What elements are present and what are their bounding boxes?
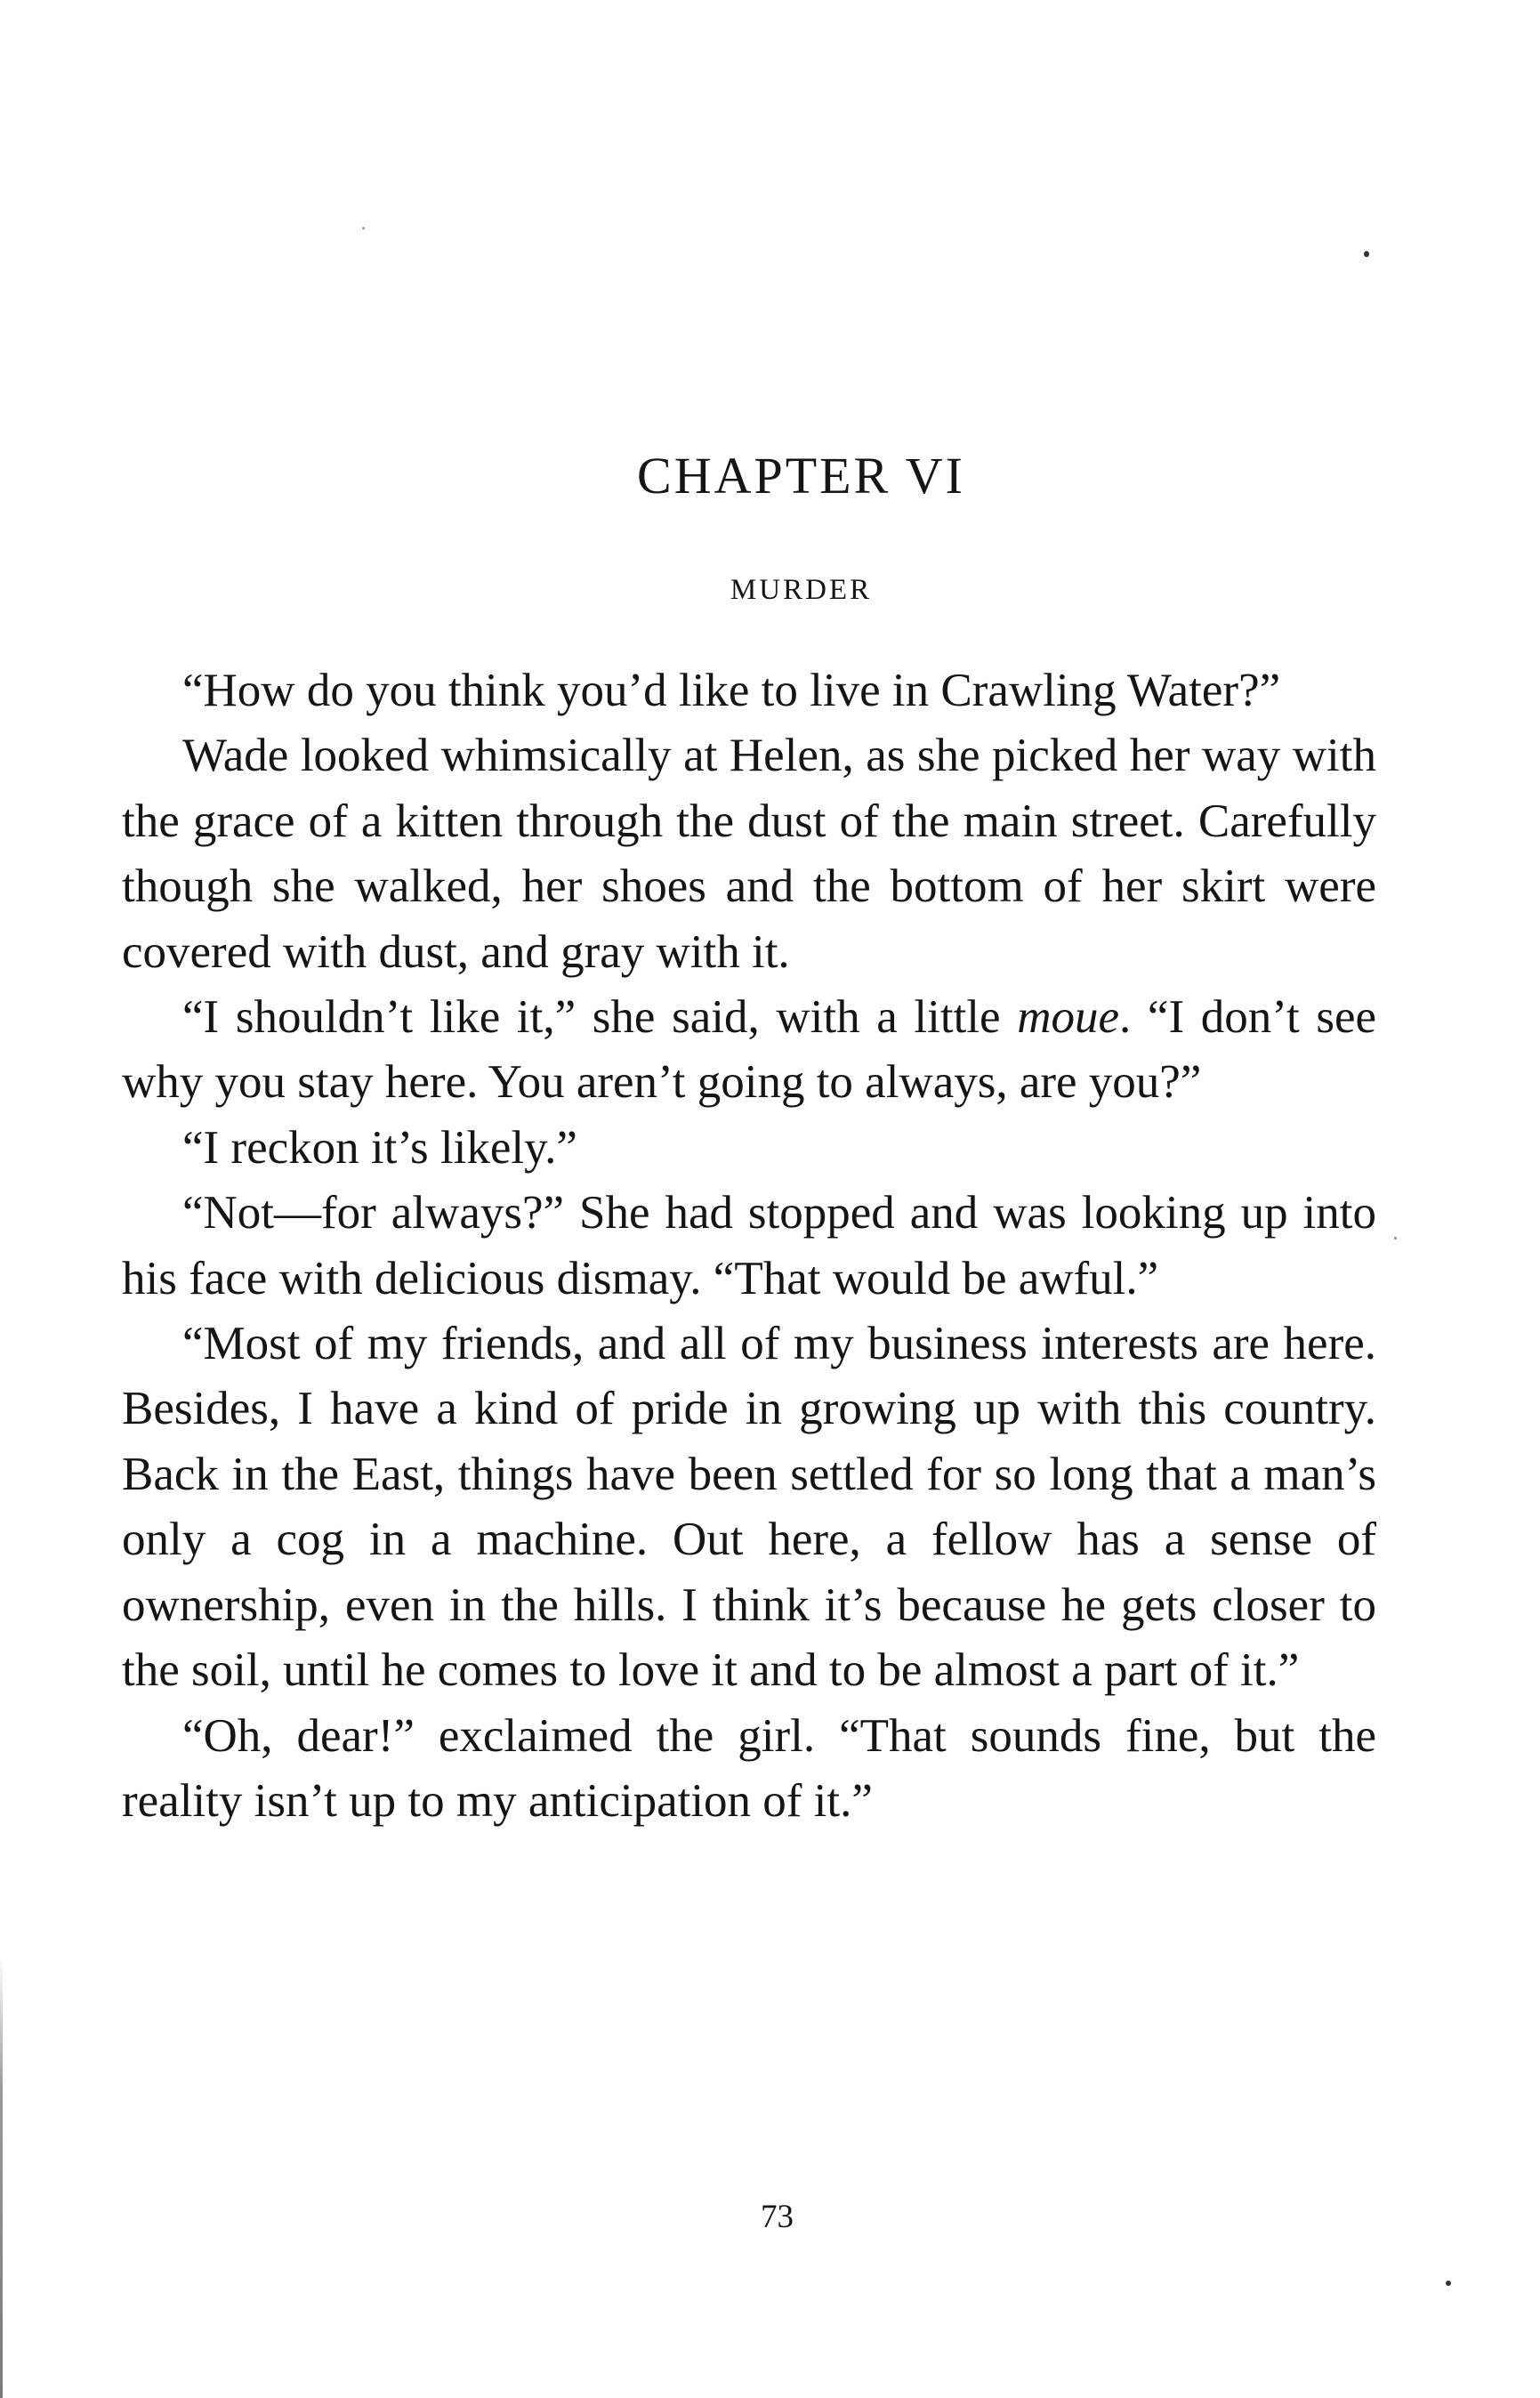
paragraph: “Oh, dear!” exclaimed the girl. “That sounds fine, but the reality isn’t up to my anticipation of it.” bbox=[122, 1709, 1376, 1827]
scan-speck bbox=[1364, 251, 1369, 257]
body-text bbox=[122, 658, 1376, 1834]
scan-speck bbox=[362, 227, 365, 230]
paragraph: “I shouldn’t like it,” she said, with a little moue. “I don’t see why you stay here. You aren’t going to always, are you?” bbox=[122, 991, 1377, 1109]
paragraph: “I reckon it’s likely.” bbox=[182, 1121, 577, 1174]
scan-speck bbox=[1394, 1237, 1397, 1239]
page-number: 73 bbox=[761, 2199, 794, 2235]
paragraph: “How do you think you’d like to live in Crawling Water?” bbox=[182, 665, 1281, 716]
paragraph: “Not—for always?” She had stopped and was looking up into his face with delicious dismay. “That would be awful.” bbox=[122, 1187, 1376, 1304]
chapter-title: CHAPTER VI bbox=[637, 447, 965, 505]
italic-word: moue bbox=[1017, 991, 1120, 1044]
paragraph: Wade looked whimsically at Helen, as she picked her way with the grace of a kitten through the dust of the main street. Carefully though she walked, her shoes and the bottom of her skirt were covered with dust, and gray with it. bbox=[122, 730, 1376, 978]
chapter-subtitle: MURDER bbox=[730, 574, 873, 606]
scan-speck bbox=[1446, 2281, 1451, 2286]
scan-edge bbox=[0, 1958, 3, 2398]
paragraph: “Most of my friends, and all of my business interests are here. Besides, I have a kind of pride in growing up with this country. Back in the East, things have been settled for so long that a man’s only a cog in a machine. Out here, a fellow has a sense of ownership, even in the hills. I think it’s because he gets closer to the soil, until he comes to love it and to be almost a part of it.” bbox=[122, 1318, 1376, 1697]
